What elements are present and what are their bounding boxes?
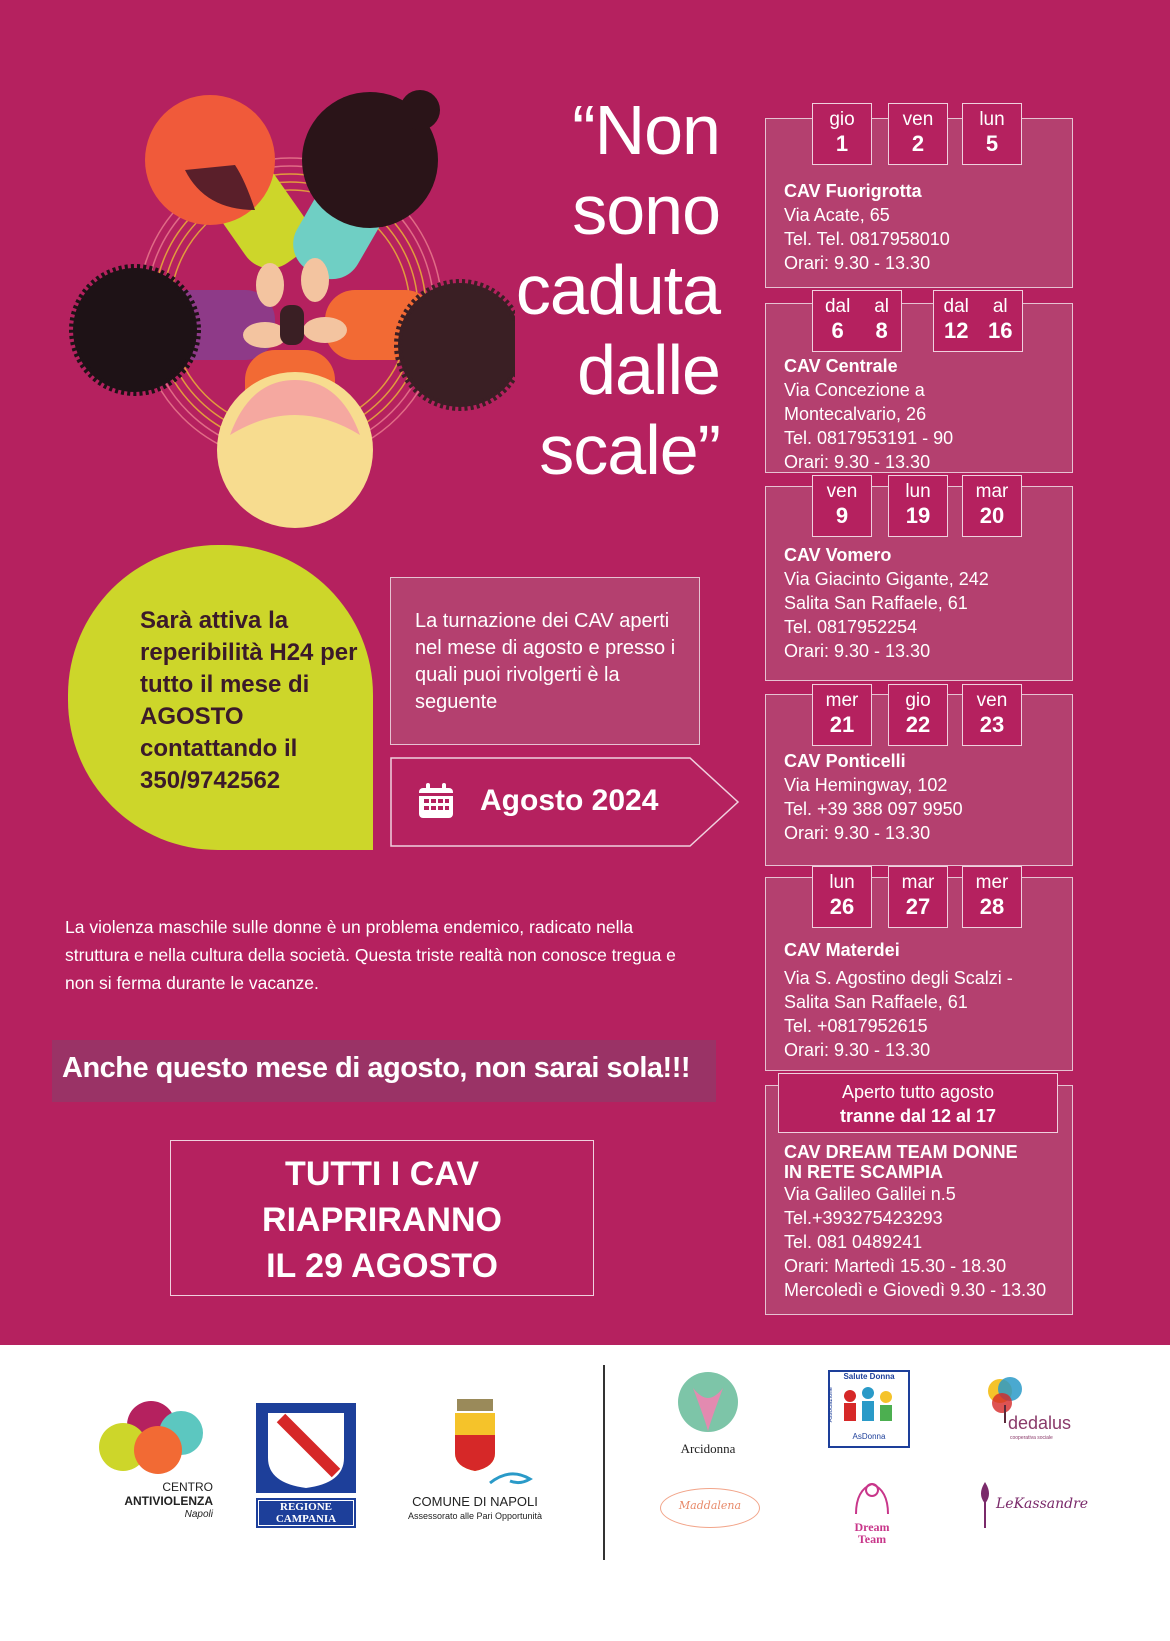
logo-text: REGIONE CAMPANIA	[258, 1500, 354, 1526]
date-num: 26	[829, 894, 855, 919]
card-line: Mercoledì e Giovedì 9.30 - 13.30	[784, 1280, 1047, 1300]
open-all-august-box	[778, 1073, 1058, 1133]
logo-text: cooperativa sociale	[1010, 1435, 1053, 1441]
regione-campania-logo	[256, 1403, 356, 1525]
card-line: Via Giacinto Gigante, 242	[784, 569, 989, 589]
violence-paragraph: La violenza maschile sulle donne è un problema endemico, radicato nella struttura e nella cultura della società. Questa triste realtà non conosce tregua e non si ferma durante le vacanze.	[65, 917, 676, 993]
month-arrow	[390, 757, 740, 847]
card-line: Salita San Raffaele, 61	[784, 593, 968, 613]
card-line: Tel. 081 0489241	[784, 1232, 923, 1252]
card-line: Tel. Tel. 0817958010	[784, 229, 950, 249]
card-title: CAV Centrale	[784, 356, 898, 376]
regione-campania-shield-icon	[256, 1403, 356, 1493]
date-num: 22	[905, 712, 931, 737]
h24-bubble	[68, 545, 373, 850]
card-title: CAV Ponticelli	[784, 751, 906, 771]
date-box	[812, 475, 872, 537]
date-day: lun	[829, 872, 855, 893]
card-line: Orari: 9.30 - 13.30	[784, 641, 931, 661]
dream-team-figures-icon	[836, 1480, 908, 1516]
card-line: Via S. Agostino degli Scalzi -	[784, 968, 1013, 988]
range-to-label: al	[874, 296, 890, 317]
card-line: Via Acate, 65	[784, 205, 890, 225]
date-day: gio	[905, 690, 931, 711]
date-num: 5	[985, 131, 999, 156]
date-box	[888, 475, 948, 537]
logo-text: LeKassandre	[996, 1496, 1089, 1512]
quote-line: scale”	[539, 411, 720, 489]
date-num: 19	[905, 503, 931, 528]
card-line: Orari: 9.30 - 13.30	[784, 452, 931, 472]
arcidonna-logo	[668, 1368, 748, 1458]
reopen-line: IL 29 AGOSTO	[266, 1247, 498, 1285]
date-num: 28	[979, 894, 1005, 919]
card-line: Orari: 9.30 - 13.30	[784, 823, 931, 843]
month-label: Agosto 2024	[480, 784, 659, 817]
card-line: Via Hemingway, 102	[784, 775, 948, 795]
logo-text: Napoli	[184, 1509, 213, 1520]
range-to-label: al	[992, 296, 1008, 317]
quote-line: caduta	[515, 251, 720, 329]
quote-line: “Non	[572, 91, 720, 169]
napoli-coat-of-arms-icon	[395, 1395, 555, 1490]
card-line: Tel. 0817952254	[784, 617, 918, 637]
range-to: 8	[875, 318, 888, 343]
card-title: CAV Fuorigrotta	[784, 181, 922, 201]
date-box	[962, 684, 1022, 746]
date-box	[812, 866, 872, 928]
open-line: Aperto tutto agosto	[841, 1082, 995, 1102]
date-day: mar	[901, 872, 935, 893]
woman-red-hair-figure	[145, 95, 320, 280]
reopen-line: TUTTI I CAV	[285, 1155, 479, 1193]
card-line: Via Concezione a	[784, 380, 925, 400]
card-title: CAV DREAM TEAM DONNE	[784, 1142, 1018, 1162]
dream-team-logo	[836, 1480, 908, 1546]
date-day: gio	[829, 109, 855, 130]
woman-blonde-figure	[217, 350, 373, 528]
arcidonna-mark	[668, 1368, 748, 1436]
logo-text: Assessorato alle Pari Opportunità	[407, 1511, 543, 1521]
date-day: lun	[905, 481, 931, 502]
date-num: 9	[835, 503, 849, 528]
date-box	[888, 103, 948, 165]
date-box	[962, 866, 1022, 928]
date-box	[888, 684, 948, 746]
card-line: Via Galileo Galilei n.5	[784, 1184, 956, 1204]
range-to: 16	[987, 318, 1013, 343]
calendar-icon	[416, 781, 456, 821]
footer-divider	[603, 1365, 605, 1560]
date-day: mer	[975, 872, 1009, 893]
schedule-info-text: La turnazione dei CAV aperti nel mese di agosto e presso i quali puoi rivolgerti è la seguente	[415, 610, 676, 713]
date-range-box	[812, 290, 902, 352]
date-day: mer	[825, 690, 859, 711]
logo-text: Salute Donna	[843, 1372, 895, 1381]
logo-text: Associazione	[828, 1387, 834, 1423]
date-day: ven	[976, 690, 1008, 711]
date-box	[812, 684, 872, 746]
reopen-line: RIAPRIRANNO	[262, 1201, 502, 1239]
open-exception-line: tranne dal 12 al 17	[839, 1106, 997, 1126]
asdonna-people-mark	[830, 1381, 908, 1427]
logo-text: Dream	[854, 1520, 890, 1534]
range-from: 6	[831, 318, 844, 343]
date-box	[888, 866, 948, 928]
card-line: Tel.+393275423293	[784, 1208, 943, 1228]
card-line: Tel. 0817953191 - 90	[784, 428, 954, 448]
date-box	[962, 103, 1022, 165]
logo-text: CENTRO	[162, 1480, 213, 1494]
date-num: 1	[835, 131, 849, 156]
schedule-info-box	[390, 577, 700, 745]
quote-line: dalle	[577, 331, 720, 409]
card-line: Orari: 9.30 - 13.30	[784, 1040, 931, 1060]
date-day: ven	[902, 109, 934, 130]
asdonna-logo	[828, 1370, 910, 1448]
kassandre-flame-icon	[978, 1482, 992, 1530]
date-num: 2	[911, 131, 925, 156]
comune-napoli-logo	[395, 1395, 555, 1535]
card-title: CAV Vomero	[784, 545, 892, 565]
date-box	[962, 475, 1022, 537]
dedalus-logo	[980, 1375, 1080, 1445]
card-line: Salita San Raffaele, 61	[784, 992, 968, 1012]
card-line: Montecalvario, 26	[784, 404, 927, 424]
card-title: IN RETE SCAMPIA	[784, 1162, 944, 1182]
centro-antiviolenza-mark	[93, 1395, 213, 1475]
maddalena-logo	[660, 1488, 760, 1528]
date-day: mar	[975, 481, 1009, 502]
logo-text: dedalus	[1008, 1413, 1072, 1433]
date-num: 27	[905, 894, 931, 919]
date-day: lun	[979, 109, 1005, 130]
reopen-box	[170, 1140, 594, 1296]
range-from: 12	[943, 318, 969, 343]
date-num: 21	[829, 712, 855, 737]
not-alone-banner: Anche questo mese di agosto, non sarai sola!!!	[52, 1040, 716, 1102]
card-line: Orari: 9.30 - 13.30	[784, 253, 931, 273]
logo-text: Team	[857, 1532, 887, 1546]
date-box	[812, 103, 872, 165]
quote-line: sono	[572, 171, 720, 249]
date-range-box	[933, 290, 1023, 352]
headline-quote	[440, 90, 720, 490]
date-num: 20	[979, 503, 1005, 528]
logo-text: Arcidonna	[680, 1441, 736, 1456]
logo-text: AsDonna	[852, 1432, 886, 1441]
lekassandre-logo	[978, 1482, 1089, 1530]
card-title: CAV Materdei	[784, 940, 900, 960]
range-from-label: dal	[824, 296, 851, 317]
card-line: Tel. +39 388 097 9950	[784, 799, 963, 819]
centro-antiviolenza-logo	[93, 1395, 213, 1530]
range-from-label: dal	[943, 296, 969, 317]
logo-text: ANTIVIOLENZA	[124, 1494, 213, 1508]
logo-text: Maddalena	[678, 1499, 742, 1512]
logo-text: COMUNE DI NAPOLI	[412, 1494, 538, 1509]
date-day: ven	[826, 481, 858, 502]
h24-text: Sarà attiva la reperibilità H24 per tutto il mese di AGOSTO contattando il 350/9742562	[140, 607, 358, 794]
date-num: 23	[979, 712, 1005, 737]
card-line: Orari: Martedì 15.30 - 18.30	[784, 1256, 1007, 1276]
card-line: Tel. +0817952615	[784, 1016, 928, 1036]
